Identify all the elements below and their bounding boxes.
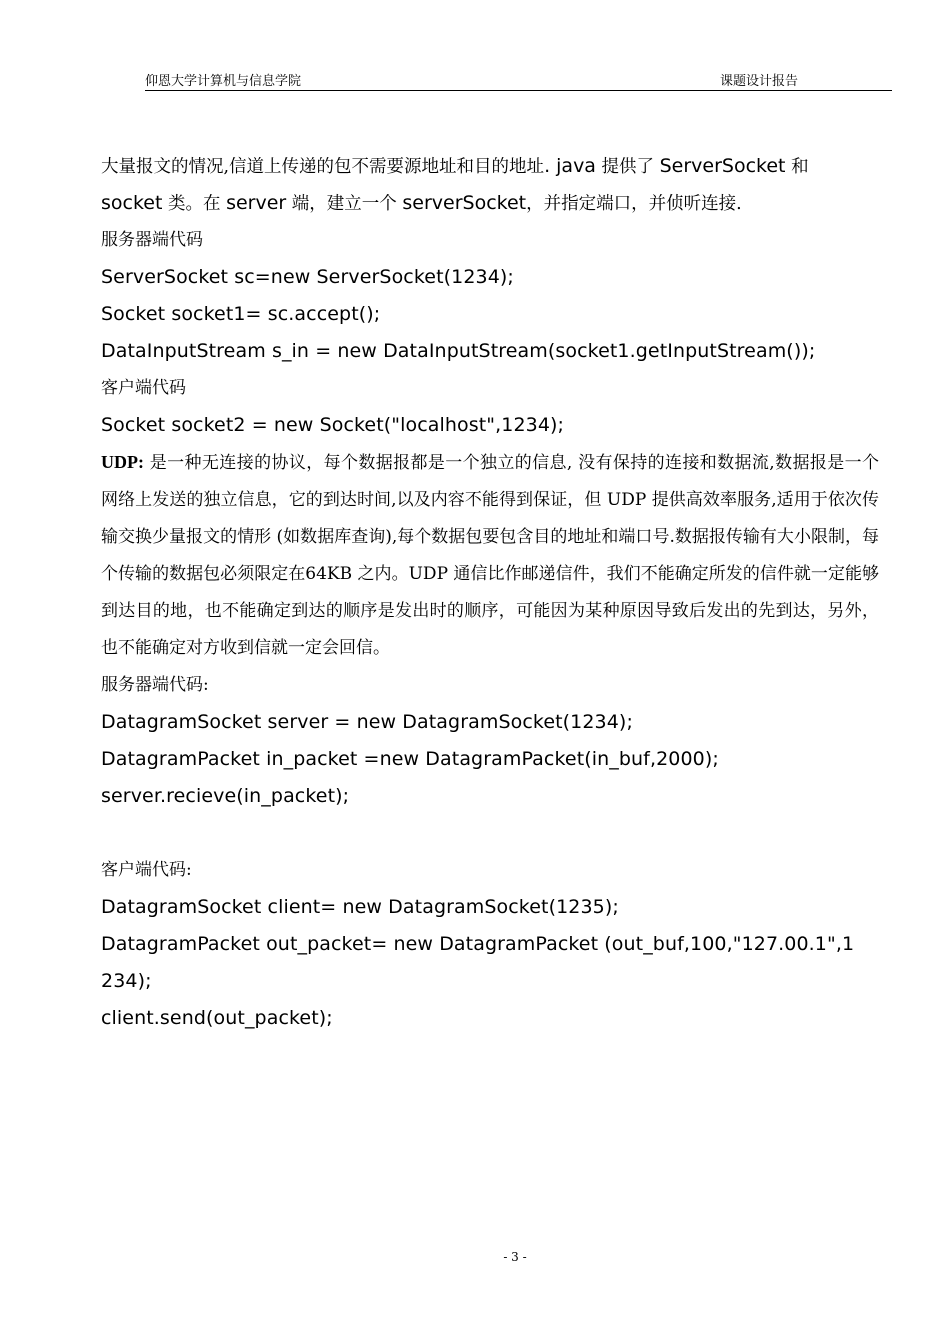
page-header [145,70,892,91]
udp-paragraph [101,444,879,667]
intro-text: 提供了 [595,157,660,177]
intro-line-2 [101,185,879,222]
intro-server: server [226,192,287,214]
code-line: 234); [101,970,152,992]
intro-text: 大量报文的情况,信道上传递的包不需要源地址和目的地址 [101,157,545,177]
intro-text: 类。在 [162,194,227,214]
code-line: DatagramSocket client= new DatagramSocket(1235); [101,896,619,918]
spacer [101,815,879,852]
header-institution: 仰恩大学计算机与信息学院 [145,74,302,89]
code-line: server.recieve(in_packet); [101,785,350,807]
code-line: client.send(out_packet); [101,1007,333,1029]
intro-serversocket: ServerSocket [659,155,786,177]
code-line: DatagramSocket server = new DatagramSocket(1234); [101,711,633,733]
intro-text: 和 [785,157,809,177]
intro-serversocket-2: serverSocket [402,192,527,214]
intro-socket: socket [101,192,163,214]
code-line: Socket socket1= sc.accept(); [101,303,381,325]
udp-client-heading: 客户端代码: [101,860,192,880]
intro-java: . java [544,155,596,177]
code-line: DatagramPacket out_packet= new DatagramPacket (out_buf,100,"127.00.1",1 [101,933,855,955]
code-line: DatagramPacket in_packet =new DatagramPacket(in_buf,2000); [101,748,719,770]
intro-text: 端，建立一个 [286,194,403,214]
code-line: Socket socket2 = new Socket("localhost",1234); [101,414,565,436]
tcp-client-heading: 客户端代码 [101,378,186,398]
intro-text: ，并指定端口，并侦听连接. [526,194,742,214]
udp-label: UDP: [101,452,144,472]
header-report-title: 课题设计报告 [720,74,799,89]
tcp-server-heading: 服务器端代码 [101,230,203,250]
intro-line-1 [101,148,879,185]
code-line: ServerSocket sc=new ServerSocket(1234); [101,266,514,288]
code-line: DataInputStream s_in = new DataInputStream(socket1.getInputStream()); [101,340,816,362]
page-number: - 3 - [503,1250,527,1264]
udp-server-heading: 服务器端代码: [101,675,209,695]
page-body [101,148,879,1037]
udp-description: 是一种无连接的协议，每个数据报都是一个独立的信息, 没有保持的连接和数据流,数据报是一个网络上发送的独立信息，它的到达时间,以及内容不能得到保证，但 UDP 提供高效率服务,适用于依次传输交换少量报文的情形 (如数据库查询),每个数据包要包含目的地址和端口号.数据报传输有大小限制，每个传输的数据包必须限定在64KB 之内。UDP 通信比作邮递信件，我们不能确定所发的信件就一定能够到达目的地，也不能确定到达的顺序是发出时的顺序，可能因为某种原因导致后发出的先到达，另外，也不能确定对方收到信就一定会回信。 [101,453,879,658]
